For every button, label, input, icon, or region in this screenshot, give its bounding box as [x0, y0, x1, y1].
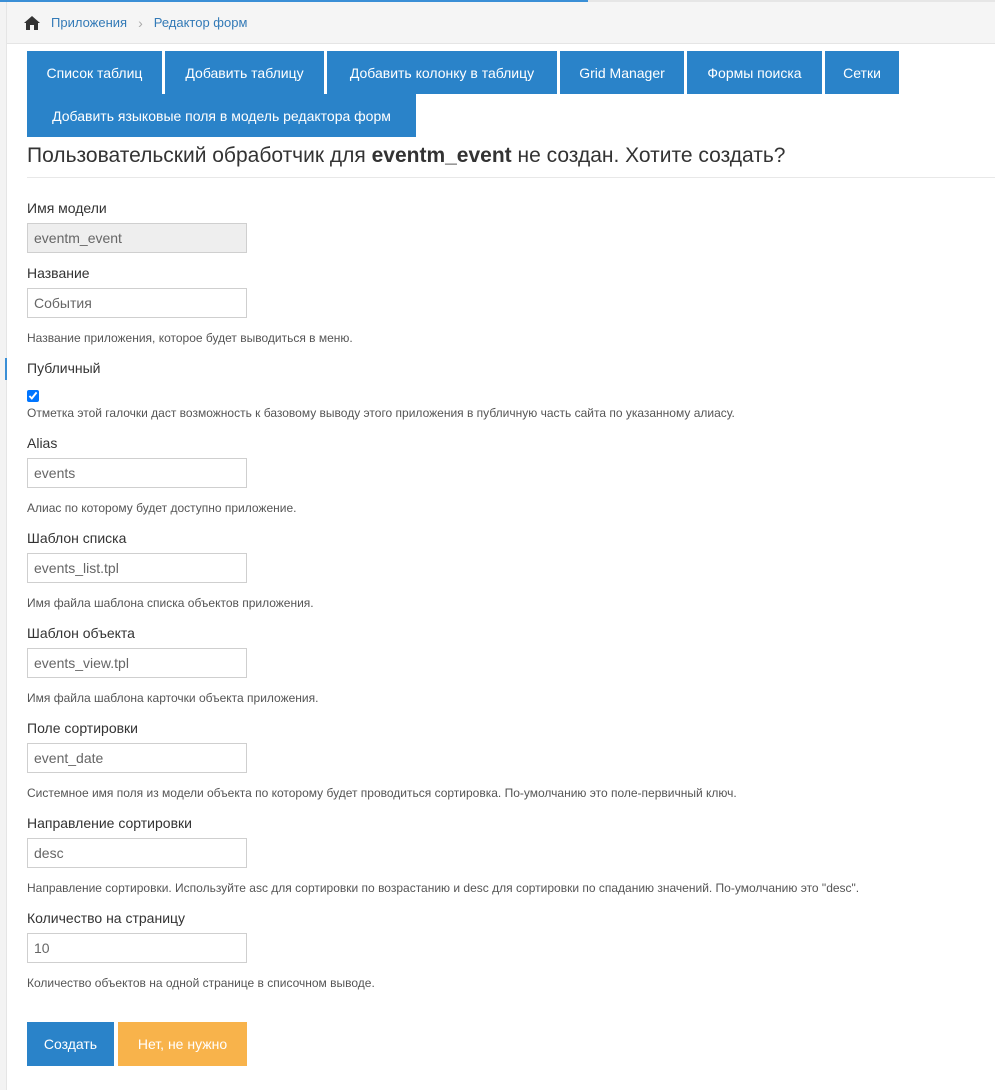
list-template-input[interactable] — [27, 553, 247, 583]
decline-button[interactable]: Нет, не нужно — [118, 1022, 247, 1066]
per-page-input[interactable] — [27, 933, 247, 963]
sort-direction-input[interactable] — [27, 838, 247, 868]
tab-add-column[interactable]: Добавить колонку в таблицу — [327, 51, 557, 94]
sort-direction-label: Направление сортировки — [27, 815, 192, 831]
object-template-input[interactable] — [27, 648, 247, 678]
breadcrumb-link-form-editor[interactable]: Редактор форм — [153, 15, 248, 30]
tab-add-language-fields[interactable]: Добавить языковые поля в модель редактора форм — [27, 94, 416, 137]
model-name-label: Имя модели — [27, 200, 107, 216]
sort-field-input[interactable] — [27, 743, 247, 773]
sort-direction-help: Направление сортировки. Используйте asc для сортировки по возрастанию и desc для сортировки по спаданию значений. По-умолчанию это "desc". — [27, 881, 860, 895]
breadcrumb-separator-icon: › — [138, 14, 143, 31]
page-title — [27, 144, 785, 168]
alias-help: Алиас по которому будет доступно приложение. — [27, 501, 297, 515]
tab-grid-manager[interactable]: Grid Manager — [560, 51, 684, 94]
per-page-label: Количество на страницу — [27, 910, 186, 926]
per-page-help: Количество объектов на одной странице в списочном выводе. — [27, 976, 375, 990]
object-template-help: Имя файла шаблона карточки объекта приложения. — [27, 691, 319, 705]
tab-search-forms[interactable]: Формы поиска — [687, 51, 822, 94]
title-divider — [27, 177, 995, 178]
title-prefix: Пользовательский обработчик для — [27, 144, 372, 167]
model-name-input[interactable] — [27, 223, 247, 253]
title-help: Название приложения, которое будет выводиться в меню. — [27, 331, 353, 345]
left-rail-marker — [5, 358, 7, 380]
title-suffix: не создан. Хотите создать? — [511, 144, 786, 167]
object-template-label: Шаблон объекта — [27, 625, 135, 641]
tab-table-list[interactable]: Список таблиц — [27, 51, 162, 94]
home-icon[interactable] — [23, 14, 41, 32]
sort-field-label: Поле сортировки — [27, 720, 138, 736]
tab-grids[interactable]: Сетки — [825, 51, 899, 94]
public-help: Отметка этой галочки даст возможность к базовому выводу этого приложения в публичную часть сайта по указанному алиасу. — [27, 406, 735, 420]
list-template-help: Имя файла шаблона списка объектов приложения. — [27, 596, 314, 610]
breadcrumb — [7, 2, 995, 44]
breadcrumb-link-apps[interactable]: Приложения — [51, 15, 128, 30]
alias-input[interactable] — [27, 458, 247, 488]
create-button[interactable]: Создать — [27, 1022, 114, 1066]
title-label: Название — [27, 265, 90, 281]
title-model-name: eventm_event — [371, 144, 512, 167]
public-checkbox[interactable] — [27, 390, 39, 402]
title-input[interactable] — [27, 288, 247, 318]
tab-add-table[interactable]: Добавить таблицу — [165, 51, 324, 94]
sort-field-help: Системное имя поля из модели объекта по которому будет проводиться сортировка. По-умолчанию это поле-первичный ключ. — [27, 786, 737, 800]
left-sidebar-rail — [0, 2, 7, 1090]
public-label: Публичный — [27, 360, 101, 376]
list-template-label: Шаблон списка — [27, 530, 127, 546]
alias-label: Alias — [27, 435, 58, 451]
